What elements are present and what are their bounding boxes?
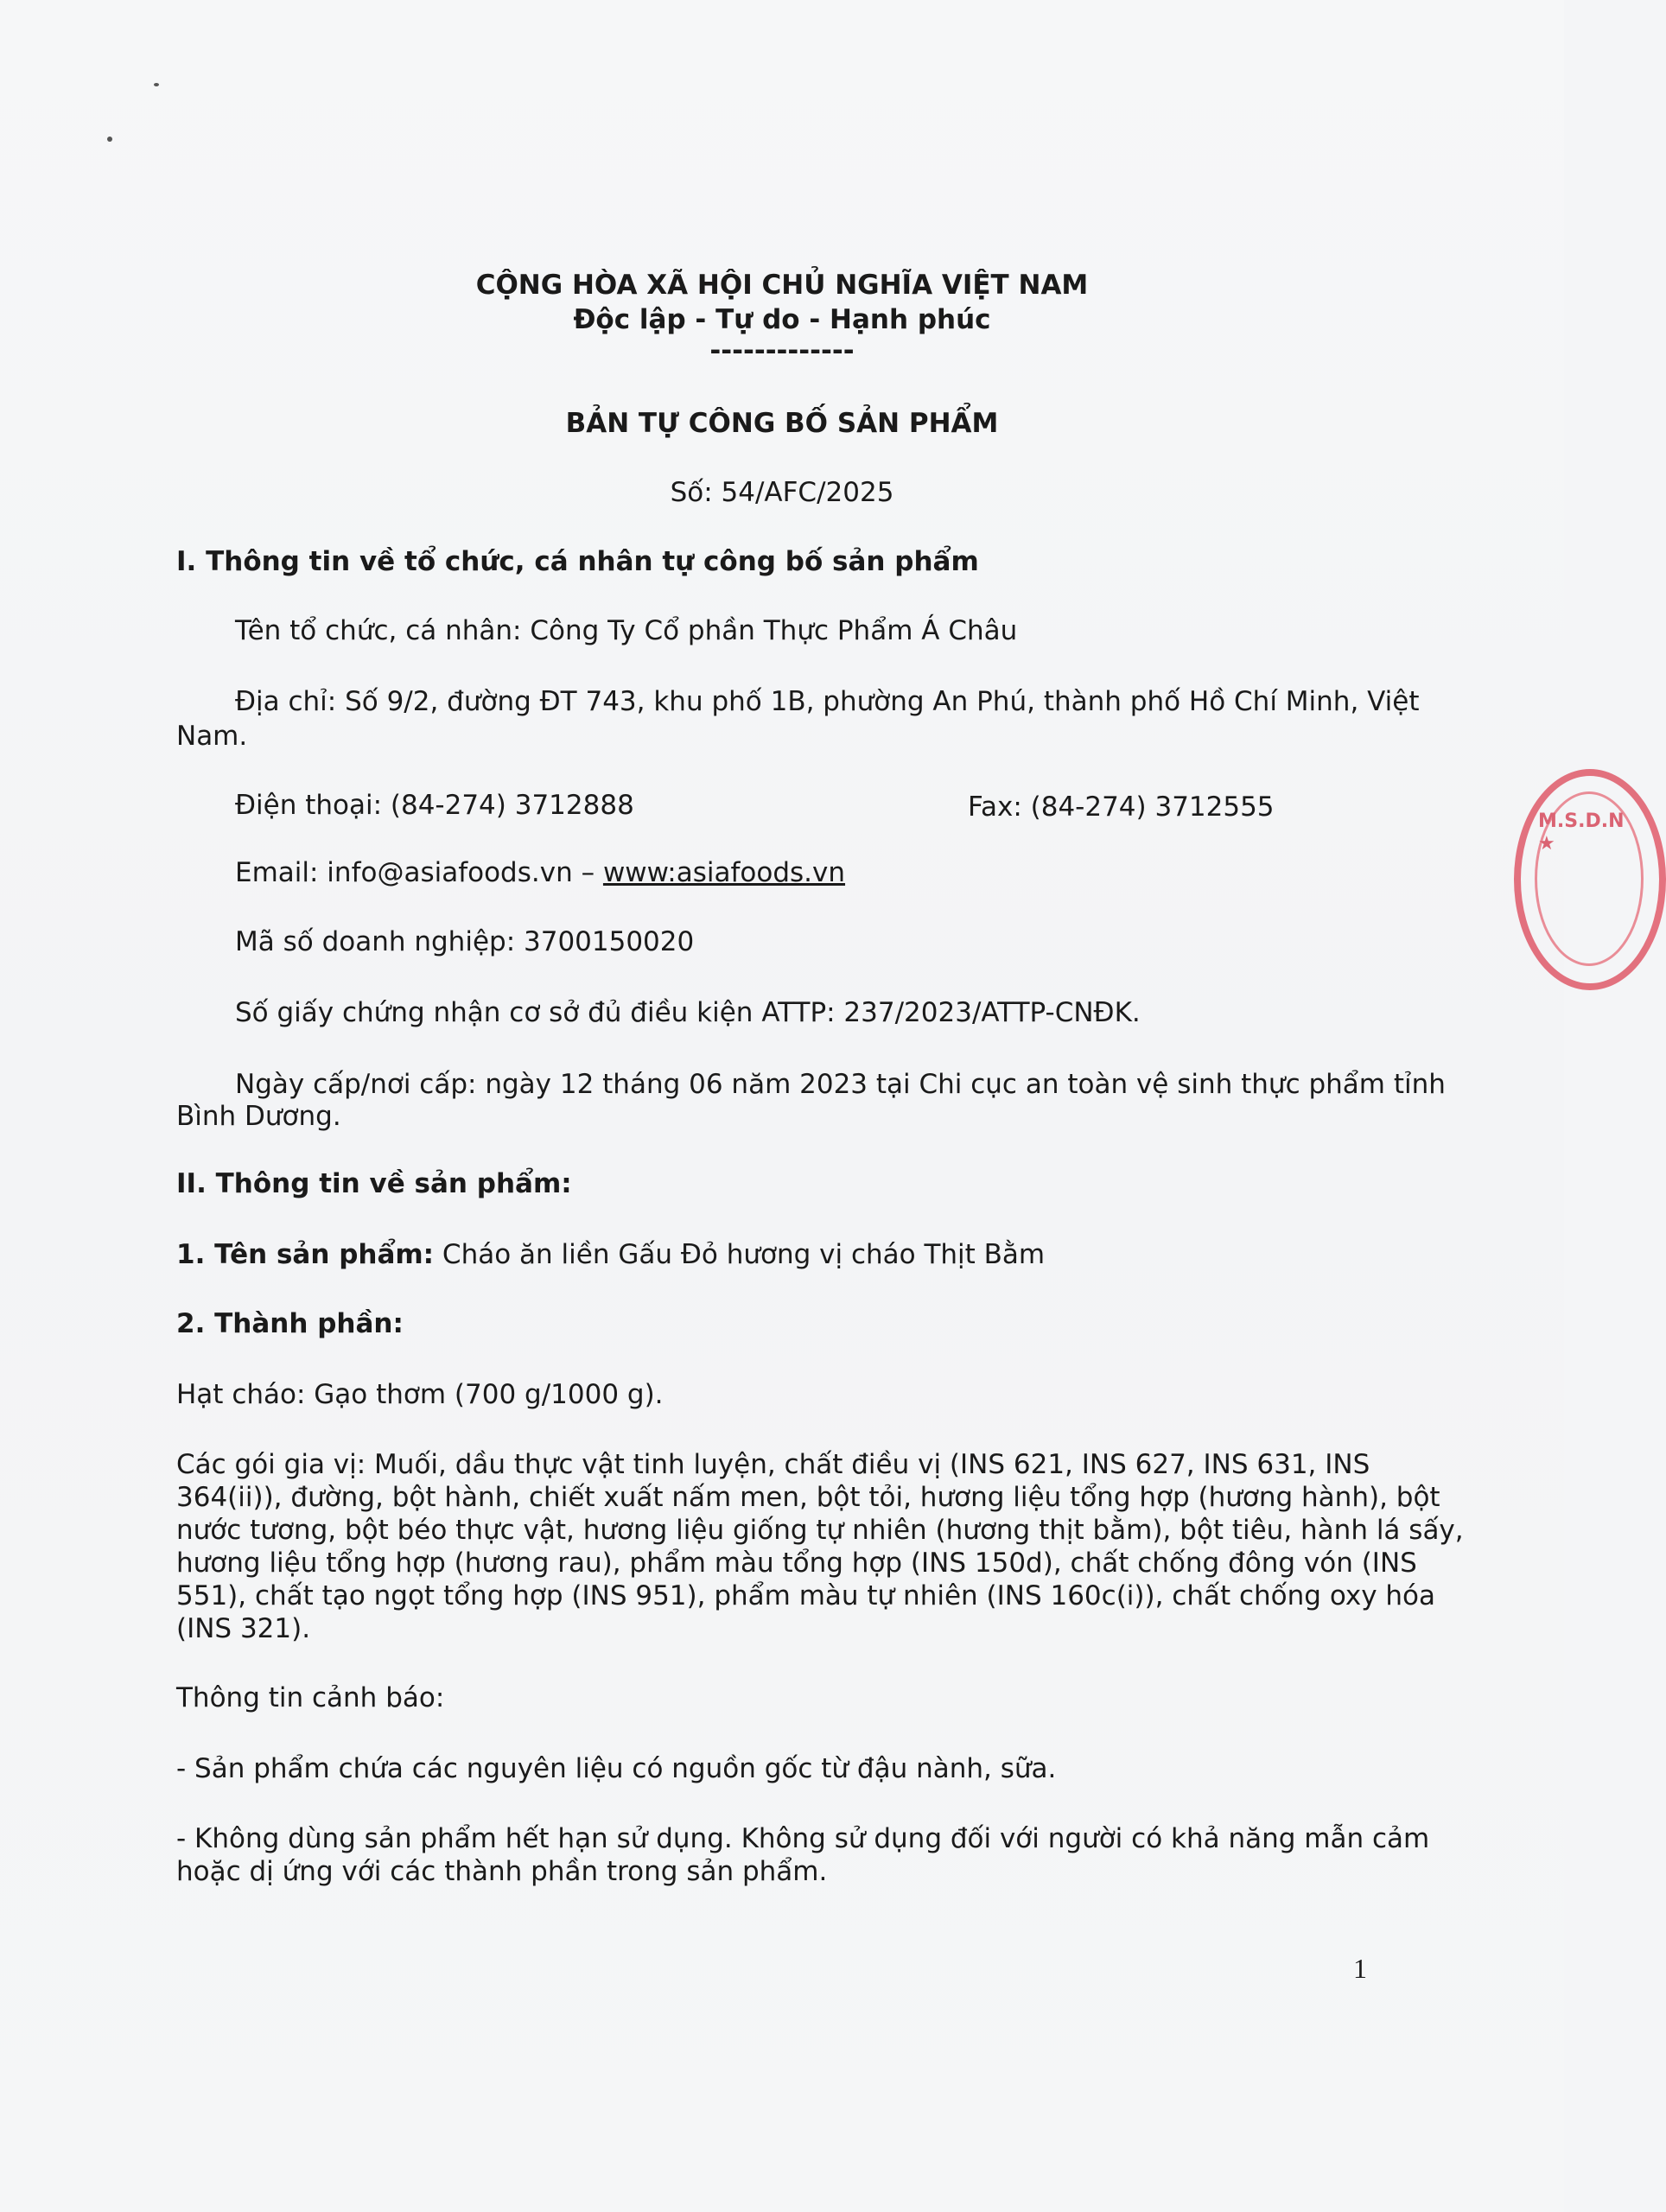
product-name: Cháo ăn liền Gấu Đỏ hương vị cháo Thịt Bằm — [434, 1239, 1046, 1270]
spice-line-1: Các gói gia vị: Muối, dầu thực vật tinh luyện, chất điều vị (INS 621, INS 627, INS 631, INS — [176, 1449, 1370, 1480]
document-title: BẢN TỰ CÔNG BỐ SẢN PHẨM — [565, 408, 999, 439]
section-2-heading: II. Thông tin về sản phẩm: — [176, 1168, 572, 1199]
warning-2-line-1: - Không dùng sản phẩm hết hạn sử dụng. Không sử dụng đối với người có khả năng mẫn cảm — [176, 1823, 1430, 1854]
spice-line-4: hương liệu tổng hợp (hương rau), phẩm màu tổng hợp (INS 150d), chất chống đông vón (INS — [176, 1548, 1417, 1579]
spice-line-3: nước tương, bột béo thực vật, hương liệu giống tự nhiên (hương thịt bằm), bột tiêu, hành lá sấy, — [176, 1515, 1464, 1546]
issue-line-2: Bình Dương. — [176, 1101, 341, 1132]
food-safety-certificate: Số giấy chứng nhận cơ sở đủ điều kiện ATTP: 237/2023/ATTP-CNĐK. — [235, 997, 1141, 1028]
email: Email: info@asiafoods.vn – — [235, 857, 603, 888]
warning-heading: Thông tin cảnh báo: — [176, 1682, 445, 1713]
fax: Fax: (84-274) 3712555 — [968, 791, 1275, 823]
spice-line-5: 551), chất tạo ngọt tổng hợp (INS 951), phẩm màu tự nhiên (INS 160c(i)), chất chống oxy hóa — [176, 1580, 1435, 1611]
product-name-label: 1. Tên sản phẩm: — [176, 1239, 435, 1270]
address-line-1: Địa chỉ: Số 9/2, đường ĐT 743, khu phố 1B, phường An Phú, thành phố Hồ Chí Minh, Việt — [235, 686, 1420, 717]
issue-line-1: Ngày cấp/nơi cấp: ngày 12 tháng 06 năm 2023 tại Chi cục an toàn vệ sinh thực phẩm tỉnh — [235, 1069, 1446, 1100]
warning-1: - Sản phẩm chứa các nguyên liệu có nguồn gốc từ đậu nành, sữa. — [176, 1753, 1057, 1784]
address-line-2: Nam. — [176, 721, 248, 752]
scan-speck — [154, 83, 159, 86]
motto: Độc lập - Tự do - Hạnh phúc — [573, 304, 991, 335]
org-name: Tên tổ chức, cá nhân: Công Ty Cổ phần Thực Phẩm Á Châu — [235, 615, 1018, 646]
spice-line-6: (INS 321). — [176, 1613, 311, 1644]
ingredients-heading: 2. Thành phần: — [176, 1308, 404, 1339]
email-line — [235, 855, 845, 890]
page-number: 1 — [1353, 1953, 1367, 1984]
republic-heading: CỘNG HÒA XÃ HỘI CHỦ NGHĨA VIỆT NAM — [475, 270, 1089, 301]
stamp-text: M.S.D.N ★ — [1538, 810, 1625, 855]
phone: Điện thoại: (84-274) 3712888 — [235, 790, 634, 821]
section-1-heading: I. Thông tin về tổ chức, cá nhân tự công bố sản phẩm — [176, 546, 979, 577]
spice-line-2: 364(ii)), đường, bột hành, chiết xuất nấm men, bột tỏi, hương liệu tổng hợp (hương hành), bột — [176, 1482, 1440, 1513]
warning-2-line-2: hoặc dị ứng với các thành phần trong sản phẩm. — [176, 1856, 828, 1887]
website-link[interactable]: www:asiafoods.vn — [602, 857, 846, 888]
header-separator: ------------- — [709, 335, 855, 366]
business-code: Mã số doanh nghiệp: 3700150020 — [235, 926, 695, 957]
document-number: Số: 54/AFC/2025 — [670, 477, 894, 508]
company-stamp — [1514, 769, 1666, 990]
scan-speck — [107, 137, 112, 142]
rice-ingredient: Hạt cháo: Gạo thơm (700 g/1000 g). — [176, 1379, 664, 1410]
product-name-line — [176, 1237, 1045, 1272]
